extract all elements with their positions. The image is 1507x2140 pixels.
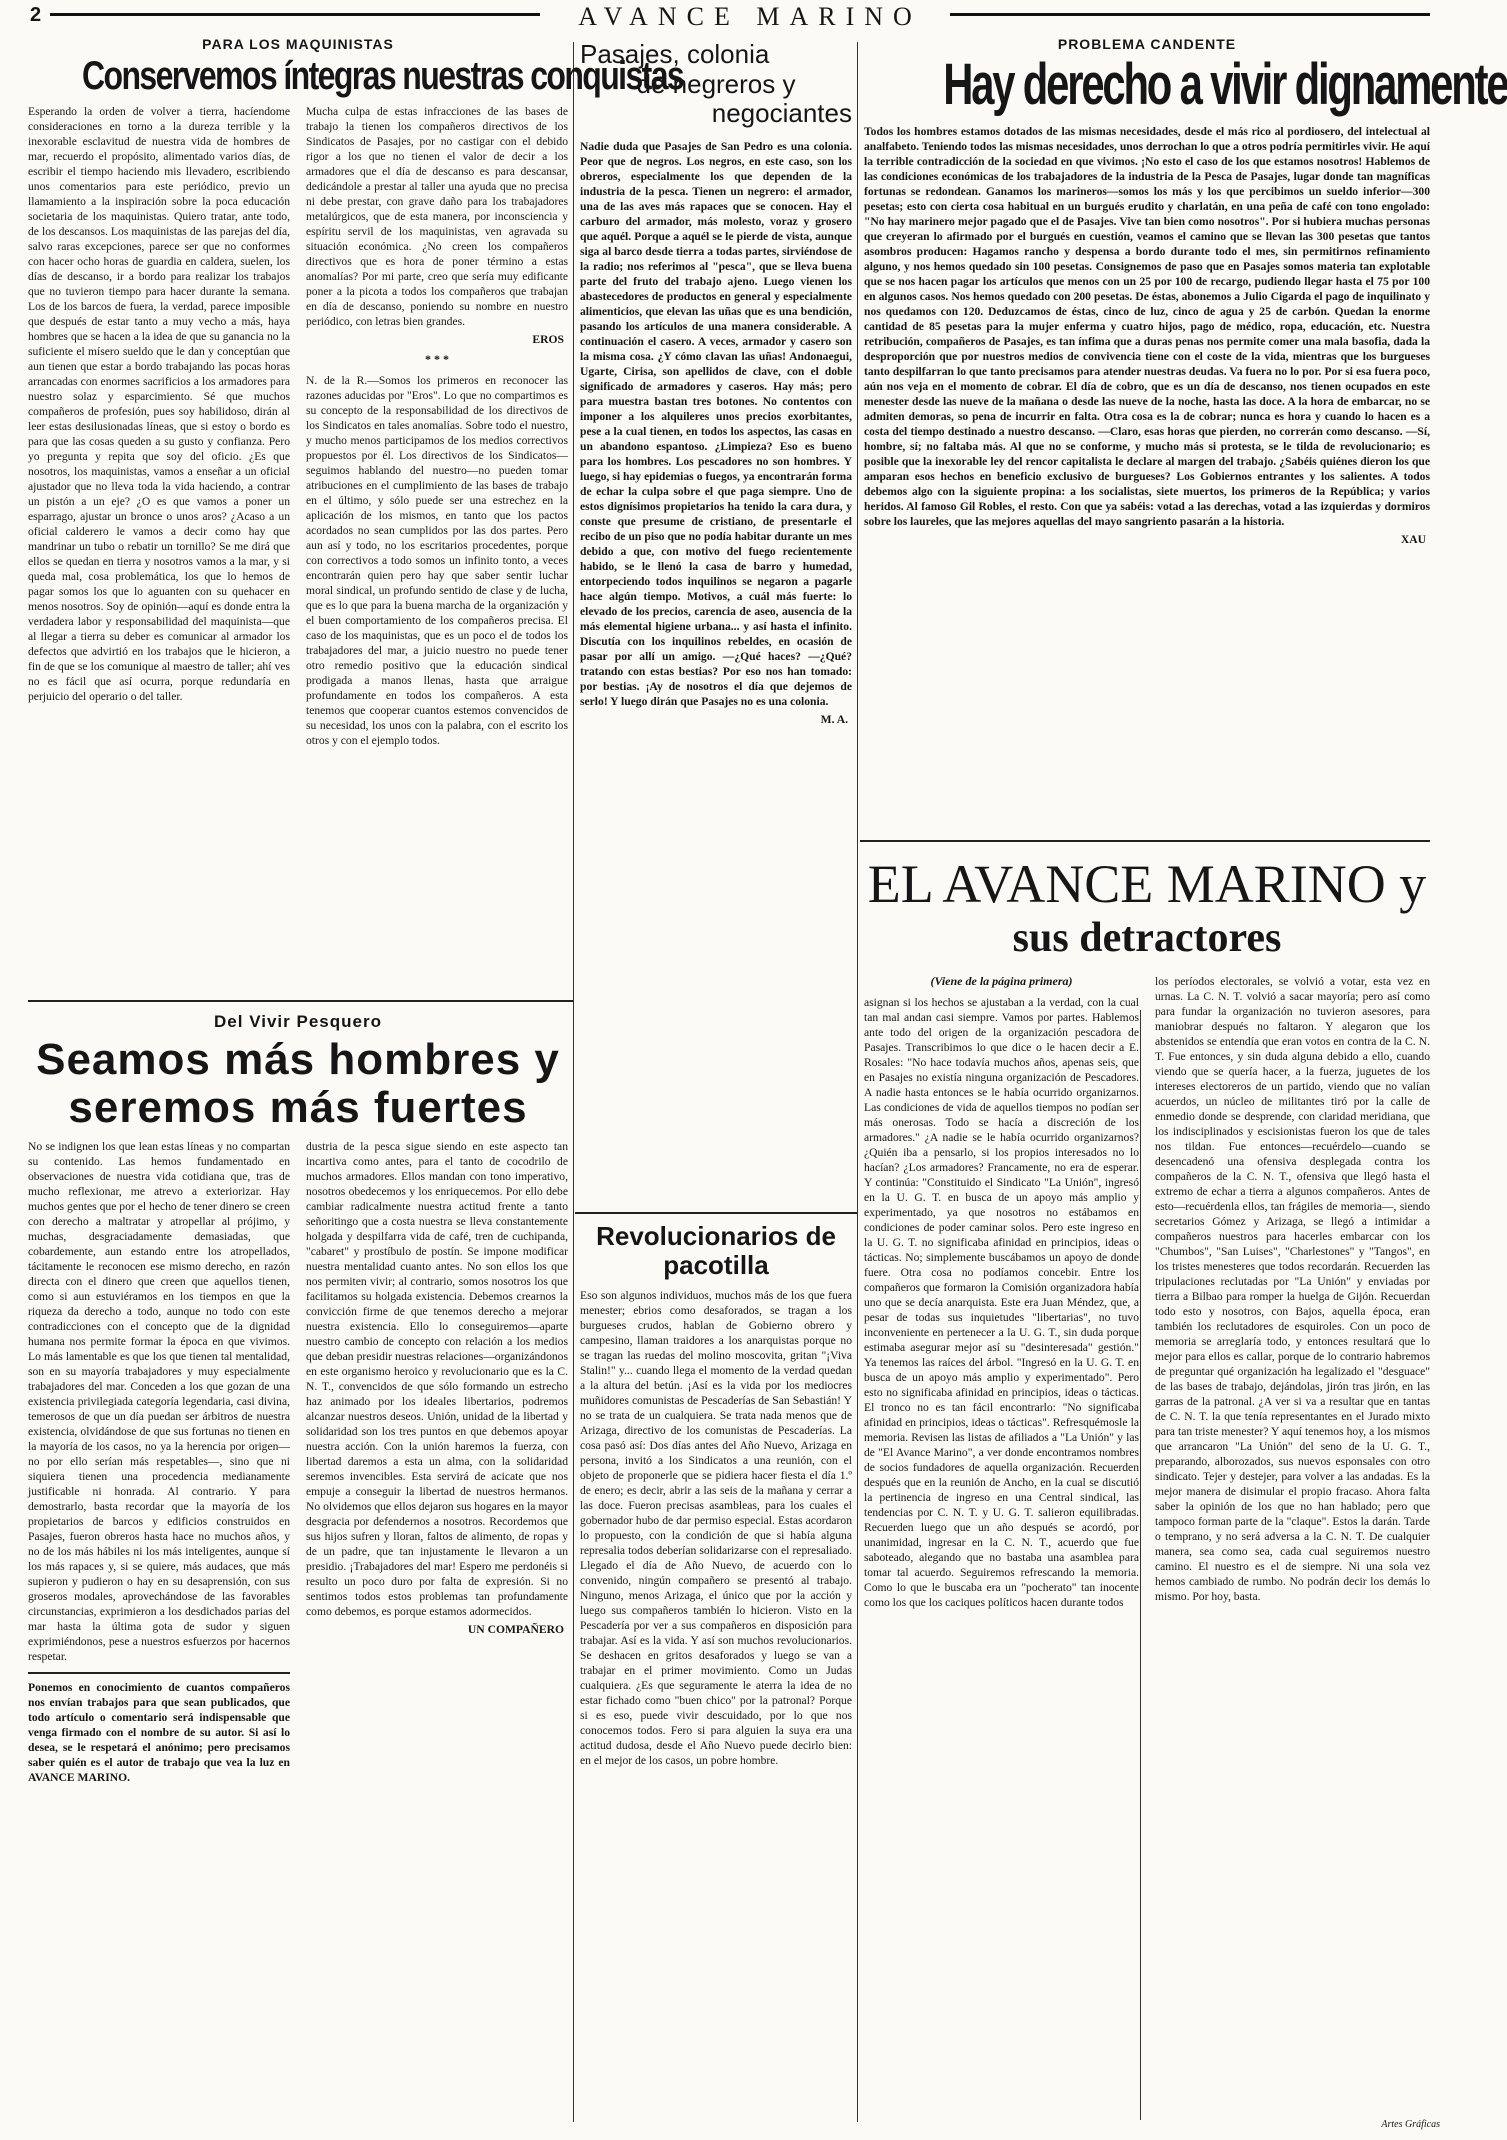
article-text: No se indignen los que lean estas líneas y no compartan su contenido. Las hemos fundamentado en observaciones de nuestra vida cotidiana que, tras de mucho reflexionar, me atrevo a exteriorizar. Hay muchos gentes que por el hecho de tener dinero se creen con derecho a maltratar y atropellar al prójimo, y muchas, desgraciadamente demasiadas, que cobardemente, aun estando entre los atropellados, tácitamente le reconocen ese mismo derecho, en razón directa con el dinero que creen que aquellos tienen, como si aun estuviéramos en los tiempos en que la riqueza da derecho a todo, aunque no todo con este contradicciones con el concepto que de la dignidad humana nos permite formar la época en que vivimos. Lo más lamentable es que los que tienen tal mentalidad, son en su mayoría trabajadores y muy especialmente trabajadores del mar. Conceden a los que gozan de una existencia privilegiada categoría legendaria, casi divina, temerosos de que un día puedan ser árbitros de nuestra existencia, olvidándose de que sus fortunas no tienen en la mayoría de los casos, no ya la herencia por origen—no por ello serían más respetables—, sino que ni siquiera tienen una procedencia medianamente justificable ni honrada. Al contrario. Y para demostrarlo, basta recordar que la mayoría de los propietarios de barcos y edificios construidos en Pasajes, fueron obreros hasta hace no muchos años, y no de los más hábiles ni los más inteligentes, aunque sí los más rapaces y, si se quiere, más audaces, que más supieron y pudieron o hay en su desaprensión, con sus groseros modales, aprovechándose de las favorables circunstancias, exprimieron a los desdichados parias del mar hasta la última gota de sudor y siguen exprimiéndonos, pese a nuestros esfuerzos por hacernos respetar. — [28, 1140, 290, 1664]
editorial-notice: Ponemos en conocimiento de cuantos compañeros nos envían trabajos para que sean publicados, que todo artículo o comentario será indispensable que venga firmado con el nombre de su autor. Si así lo desea, se le respetará el anónimo; pero precisamos saber quién es el autor de trabajo que vea la luz en AVANCE MARINO. — [28, 1672, 290, 1785]
masthead — [30, 0, 1430, 34]
article-body — [28, 104, 568, 748]
article-signature: XAU — [1400, 533, 1426, 546]
article-text: Esperando la orden de volver a tierra, hacíendome consideraciones en torno a la dureza terrible y la inexorable esclavitud de nuestra vida de hombres de mar, recuerdo el propósito, alimentado varios días, de escribir el tiempo haciendo mis llevadero, escribiendo unos comentarios para este periódico, previo un llamamiento a la inspiración sobre la poca educación societaria de los maquinistas. Quiero tratar, ante todo, de los descansos. Los maquinistas de las parejas del día, salvo raras excepciones, parece ser que no conformes con hacer ocho horas de guardia en caldera, suelen, los días de descanso, ir a bordo para realizar los trabajos que no tuvieron tiempo para hacer durante la semana. Los de los barcos de fuera, la verdad, parece imposible que después de estar tanto a muy vecho a más, haya hombres que se hacen a la idea de que su ganancia no la suficiente el mísero sueldo que le dan y conceptúan que aun tienen que estar a bordo trabajando las pocas horas arrancadas con enormes sacrificios a los armadores para nuestro solaz y esparcimiento. Sé que muchos compañeros de profesión, pues soy habilidoso, dirán al leer estas desilusionadas líneas, que si estoy o bordo es para que las cosas queden a su gusto y confianza. Pero yo pregunta y repita que soy del oficio. ¿Es que nosotros, los maquinistas, vamos a enseñar a un oficial ajustador que no lleva toda la vida haciendo, a contrar un pistón a un eje? ¿O es que vamos a poner un esparrago, ajustar un bronce o unos aros? ¿Acaso a un oficial calderero le vamos a decir como hay que mandrinar un tubo o rebatir un tornillo? Se me dirá que ellos se quedan en tierra y nosotros vamos a la mar, y si queda mal, cosa problemática, los que lo hemos de pagar somos los que lo aguanten con su quehacer en menos nosotros. Soy de opinión—aquí es donde entra la verdadera labor y responsabilidad del maquinista—que al llegar a tierra su deber es comunicar al armador los defectos que advirtió en los trabajos que le hicieron, a fin de que se los comunique al maestro de taller; ahí ves no es fácil que así ocurra, porque redundaría en perjuicio del operario o del taller. — [28, 105, 290, 703]
article-column — [1155, 974, 1430, 1610]
masthead-rule-right — [950, 13, 1430, 16]
article-vivir-pesquero — [28, 1012, 568, 2122]
article-kicker: PARA LOS MAQUINISTAS — [202, 36, 394, 52]
article-column — [306, 104, 568, 748]
article-text: Mucha culpa de estas infracciones de las bases de trabajo la tienen los compañeros directivos de los Sindicatos de Pasajes, por no castigar con el debido rigor a los que no tienen el valor de decir a los armadores que el día de descanso es para descansar, dedicándole a prestar al taller una ayuda que no precisa ni debe prestar, con grave daño para los trabajadores metalúrgicos, que de esta manera, por inconsciencia y espíritu servil de los maquinistas, ven agravada su situación económica. ¿No creen los compañeros directivos que es hora de poner término a estas anomalías? Por mi parte, creo que sería muy edificante poner a la picota a todos los compañeros que trabajan en día de descanso, poniendo su nombre en nuestro periódico, con letras bien grandes. — [306, 105, 568, 328]
article-text: dustria de la pesca sigue siendo en este aspecto tan incartiva como antes, para el tanto de cocodrilo de muchos armadores. Ellos mandan con tono imperativo, nosotros obedecemos y los enriquecemos. Por ello debe cambiar radicalmente nuestra actitud frente a tanto señoritingo que a costa nuestra se lleva constantemente holgada y despilfarra vida de café, tren de cuchipanda, "cabaret" y prostíbulo de postín. Se impone modificar nuestra mentalidad cuanto antes. No son ellos los que nos permiten vivir; al contrario, somos nosotros los que facilitamos su holgada existencia. Debemos crearnos la convicción firme de que tenemos derecho a mejorar nuestra existencia. Ello lo conseguiremos—aparte nuestro cambio de concepto con relación a los medios que deban presidir nuestras relaciones—organizándonos en este organismo heroico y revolucionario que es la C. N. T., convencidos de que sólo formando un estrecho haz animado por los ideales libertarios, podremos alcanzar nuestros deseos. Unión, unidad de la libertad y solidaridad son los tres puntos en que debemos apoyar nuestra acción. Con la unión haremos la fuerza, con libertad daremos a esta un alma, con la solidaridad seremos invencibles. Esta servirá de acicate que nos empuje a conseguir la libertad de nuestros hermanos. No olvidemos que ellos dejaron sus hogares en la mayor desgracia por defendernos a nosotros. Recordemos que sus hijos sufren y lloran, faltos de alimento, de ropas y de un padre, que tan injustamente le llevaron a un presidio. ¡Trabajadores del mar! Espero me perdonéis si resulto un poco duro por falta de expresión. Si no sentimos todos estos problemas tan profundamente como debemos, es porque estamos adormecidos. — [306, 1140, 568, 1619]
headline-line: de negreros y — [636, 68, 796, 99]
headline-line: negociantes — [711, 98, 852, 129]
article-pasajes — [580, 40, 852, 1205]
article-column — [306, 1139, 568, 1785]
article-column — [28, 104, 290, 748]
article-text: los períodos electorales, se volvió a votar, esta vez en urnas. La C. N. T. volvió a sacar mayoría; pero así como para fundar la organización no tuvieron asesores, para maniobrar después no faltaron. Y alegaron que los abstenidos se entendía que eran votos en contra de la C. N. T. Fue entonces, y sin duda alguna debido a ello, cuando viendo que se quería hacer, a la fuerza, juguetes de los intereses electoreros de un partido, viendo que no valían acuerdos, un núcleo de militantes tiró por la calle de enmedio donde se desprende, con claridad meridiana, que los indisciplinados y escisionistas fueron los que de tales nos tildan. Fue entonces—recuérdelo—cuando se desencadenó una ofensiva desplegada contra los compañeros de la C. N. T., ofensiva que llegó hasta el extremo de echar a tierra a algunos compañeros. Antes de esto—recuérdenla ellos, tan frágiles de memoria—, siendo secretarios Gómez y Arizaga, se llegó a intimidar a compañeros nuestros para hacerles embarcar con los "Chumbos", "San Luises", "Charlestones" y "Tangos", en los tristes menesteres que todos recordarán. Recuerden las tripulaciones reclutadas por "La Unión" y enviadas por tierra a Bilbao para romper la huelga de Gijón. Recuerdan todo esto y nosotros, con Bajos, aquella época, eran también los reclutadores de esquiroles. Con un poco de memoria se arreglaría todo, y entonces resultará que lo mejor para ellos es callar, porque de lo contrario habremos de preguntar qué organización ha legalizado el "desguace" de las bases de trabajo, dejándolas, jirón tras jirón, en las garras de la patronal. ¿A ver si va a resultar que en tantas de C. N. T. la que tenía representantes en el Jurado mixto para tan triste menester? Y aquí tenemos hoy, a los mismos que arrancaron "La Unión" del seno de la U. G. T., preparando, alborozados, sus nuevos esponsales con otro sindicato. Tejer y destejer, para volver a las andadas. Es la mejor manera de disimular el propio fracaso. Ahora falta saber la opinión de los que no han hablado; pero que tampoco forman parte de la "claque". Estos la darán. Tarde o temprano, y no será adversa a la C. N. T. De cualquier manera, sea como sea, cada cual seguiremos nuestro camino. El nuestro es el de siempre. Ni una sola vez hemos cambiado de rumbo. No podrán decir los demás lo mismo. Por hoy, basta. — [1155, 975, 1430, 1604]
column-rule-2 — [857, 42, 858, 2122]
article-text: asignan si los hechos se ajustaban a la verdad, con la cual tan mal andan casi siempre. Vamos por partes. Hablemos ante todo del origen de la organización pescadora de Pasajes. Transcribimos lo que dice o le hacen decir a E. Rosales: "No hace todavía muchos años, apenas seis, que en Pasajes no existía ninguna organización de Pescadores. A nadie hasta entonces se le había ocurrido organizarnos. Las condiciones de vida de aquellos tiempos no podían ser más onerosas. Todo se hacía a discreción de los armadores." ¿A nadie se le había ocurrido organizarnos? ¿Quién iba a pensarlo, si los propios interesados no lo hacían? ¿Los armadores? Francamente, no era de esperar. Y continúa: "Constituido el Sindicato "La Unión", ingresó en la U. G. T. en busca de un apoyo más amplio y experimentado, ya que nosotros no estábamos en condiciones de poder caminar solos. Pero este ingreso en la U. G. T. no significaba afinidad en principios, ideas o tácticas. No; simplemente buscábamos un apoyo de donde fuere. Otra cosa no podíamos concebir. Entre los compañeros que formaron la Comisión organizadora había uno que se decía anarquista. Este era Juan Méndez, que, a pesar de todas sus inquietudes "libertarias", no tuvo inconveniente en pertenecer a la U. G. T., sin duda porque estimaba asegurar mejor así su "desinteresada" gestión." Ya tenemos las raíces del árbol. "Ingresó en la U. G. T. en busca de un apoyo más amplio y experimentado". Pero esto no significaba afinidad en principios, ideas o tácticas. El tronco no es tan fácil encontrarlo: "No significaba afinidad en principios, ideas o tácticas". Refresquémosle la memoria. Revisen las listas de afiliados a "La Unión" y las de "El Avance Marino", a ver donde encontramos nombres de socios fundadores de aquella organización. Recuerden después que en la reunión de Ancho, en la cual se discutió la pertinencia de ingreso en una Central sindical, las tendencias por C. N. T. y U. G. T. salieron equilibradas. Recuerden luego que un año después se acordó, por unanimidad, ingresar en la C. N. T., acuerdo que fue saboteado, alegando que no bastaba una asamblea para tomar tal acuerdo. Seguiremos refrescando la memoria. Como lo que le buscaba era un "pocherato" tan inocente como los que los caciques políticos hacen durante todos — [864, 996, 1139, 1610]
editor-note: N. de la R.—Somos los primeros en reconocer las razones aducidas por "Eros". Lo que no compartimos es su concepto de la responsabilidad de los directivos de los Sindicatos en tales anomalías. Sobre todo el nuestro, y mucho menos participamos de los medios correctivos propuestos por él. Los directivos de los Sindicatos—seguimos hablando del nuestro—no pueden tomar atribuciones en el cumplimiento de las bases de trabajo en el último, y sólo puede ser una estrechez en la aplicación de los mismos, en tanto que los pactos acordados no sean cumplidos por las dos partes. Pero aun así y todo, no los escritarios procedentes, porque con correctivos a todo somos un infinito tonto, a veces encontrarán quien pero hay que saber sentir luchar moral sindical, un profundo sentido de clase y de lucha, que es lo que para la buena marcha de la organización y el buen comportamiento de los compañeros precisa. El caso de los maquinistas, que es un poco el de todos los trabajadores del mar, a juicio nuestro no puede tener otro remedio positivo que la educación sindical prodigada a manos llenas, hasta que arraigue profundamente en todos los compañeros. A esta tenemos que cooperar cuantos estemos convencidos de su necesidad, los unos con la palabra, con el escrito los otros y con el ejemplo todos. — [306, 374, 568, 747]
article-signature: M. A. — [820, 712, 848, 726]
masthead-rule-left — [50, 13, 540, 16]
section-rule-right — [860, 840, 1430, 842]
newspaper-title: AVANCE MARINO — [578, 2, 922, 31]
article-avance-detractores — [864, 855, 1430, 2120]
article-kicker: PROBLEMA CANDENTE — [1057, 36, 1237, 52]
column-rule-1 — [573, 42, 574, 2122]
printer-credit: Artes Gráficas — [1381, 2119, 1440, 2130]
article-text: Todos los hombres estamos dotados de las mismas necesidades, desde el más rico al pordiosero, del intelectual al analfabeto. Teniendo todos las mismas necesidades, unos derrochan lo que a otros podría permitirles vivir. He aquí la terrible contradicción de la sociedad en que vivimos. ¡No esto el caso de los que estamos nosotros! Hablemos de las condiciones económicas de los trabajadores de la industria de la Pesca de Pasajes, lugar donde tan magníficas fortunas se redondean. Ganamos los marineros—somos los más y los que percibimos un sueldo inferior—300 pesetas; esto con cierta cosa habitual en un burgués erudito y charlatán, en una peña de café con tono engolado: "No hay marinero mejor pagado que el de Pasajes. Vive tan bien como nosotros". Por si hubiera muchas personas que creyeran lo afirmado por el burgués en cuestión, veamos el camino que se llevan las 300 pesetas que tantos asombros producen: Hagamos rancho y despensa a bordo durante todo el mes, sin permitirnos refinamiento alguno, y nos hemos quedado sin 100 pesetas. Consignemos de paso que en Pasajes somos materia tan explotable que se nos hacen pagar los artículos que menos con un 25 por 100 de recargo, pudiendo llegar hasta el 75 por 100 en algunos casos. Nos hemos quedado con 200 pesetas. De éstas, abonemos a Julio Cigarda el pago de inquilinato y nos quedamos con 120. Deduzcamos de éstas, cinco de luz, cinco de agua y 25 de carbón. Quedan la enorme cantidad de 85 pesetas para la mujer enferma y cuatro hijos, pago de médico, ropa, educación, etc. Nuestra retribución, compañeros de Pasajes, es tan ínfima que a duras penas nos permite comer una mala basofia, dada la desproporción que por nuestros medios de convivencia tiene con el coste de la vida, mientras que los burgueses tanto despilfarran lo que tanto precisamos para atender nuestras deudas. Va fuera no lo por. Por si esa fuera poco, aún nos veja en el momento de cobrar. El día de cobro, que es un día de descanso, nos tienen ocupados en este menester desde las nueve de la mañana o desde las nueve de la noche, hasta las doce. A la hora de embarcar, no se admiten demoras, so pena de incurrir en falta. Otra cosa es la de cobrar; nunca es hora y cuando lo hacen es a costa del tiempo destinado a nuestro descanso. —Claro, esas horas que pierden, no correrán como descanso. —Sí, hombre, sí; no faltaba más. Al que no se conforme, y mucho más si protesta, se le tilda de revolucionario; es posible que la inexorable ley del rencor capitalista le declare al margen del trabajo. ¿Sabéis quiénes dieron los que amparan esos hechos en beneficio exclusivo de burgueses? Los Gobiernos entrantes y los salientes. A todos debemos algo con la siguiente propina: a los socialistas, siete muertos, los primeros de la República; y varios heridos. Al famoso Gil Robles, el resto. Con que ya sabéis: votad a las derechas, votad a las izquierdas y dormiros sobre los laureles, que las mejores aquellas del mayo sangriento pasarán a la historia. — [864, 125, 1430, 528]
article-headline: Hay derecho a vivir dignamente — [943, 52, 1507, 117]
separator-stars: * * * — [425, 352, 449, 366]
article-column — [28, 1139, 290, 1785]
article-headline: Revolucionarios de pacotilla — [596, 1221, 836, 1281]
article-text: Nadie duda que Pasajes de San Pedro es una colonia. Peor que de negros. Los negros, en este caso, son los obreros, especialmente los que dependen de la industria de la pesca. Tienen un negrero: el armador, una de las aves más rapaces que se conocen. Hay el carburo del armador, más molesto, voraz y grosero que aquél. Porque a aquél se le pierde de vista, aunque siga al barco desde tierra a todas partes, sirviéndose de la radio; nos referimos al "pesca", que se lleva buena parte del fruto del trabajo ajeno. Luego vienen los abastecedores de productos en general y especialmente alimenticios, que elevan las uñas que es una bendición, pasando los artículos de una manera considerable. A continuación el casero. A veces, armador y casero son la misma cosa. ¿Y cómo clavan las uñas! Andonaegui, Ugarte, Cirisa, son apellidos de clave, con el doble significado de armadores y caseros. Hay más; pero para muestra bastan tres botones. No contentos con imponer a los alquileres unos precios exorbitantes, pese a la cual tienen, en todos los aspectos, las casas en un abandono espantoso. ¿Limpieza? Eso es bueno para los hombres. Los pescadores no son hombres. Y luego, si hay epidemias o fuegos, ya encontrarán forma de echar la culpa sobre el que paga siempre. Uno de estos dignísimos propietarios ha tenido la cara dura, y conste que presume de cristiano, de presentarle el recibo de un piso que no podía habitar durante un mes debido a que, con motivo del fuego recientemente habido, se le llenó la casa de barro y humedad, entorpeciendo todos inquilinos se negaron a pagarle hace algún tiempo. Motivos, a cuál más fuerte: lo elevado de los precios, carencia de aseo, ausencia de la más elemental higiene urbana... y así hasta el infinito. Discutía con los inquilinos rebeldes, en ocasión de pasar por allí un amigo. —¿Qué haces? —¿Qué? tratando con estas bestias? Por eso nos han tomado: por bestias. ¡Ay de nosotros el día que dejemos de serlo! Y luego dirán que Pasajes no es una colonia. — [580, 139, 852, 708]
continuation-note: (Viene de la página primera) — [930, 974, 1073, 989]
article-headline: Seamos más hombres y seremos más fuertes — [36, 1035, 560, 1132]
article-headline: EL AVANCE MARINO y — [867, 854, 1427, 914]
article-body — [864, 974, 1430, 1610]
article-headline-second-line: sus detractores — [1012, 915, 1282, 962]
article-headline — [580, 40, 852, 129]
article-text: Eso son algunos individuos, muchos más de los que fuera menester; ebrios como desaforados, se tragan a los burgueses crudos, hablan de Gobierno obrero y campesino, llaman traidores a los anarquistas porque no se tragan las ruedas del molino moscovita, gritan "¡Viva Stalin!" y... cuando llega el momento de la verdad quedan a la altura del betún. ¡Así es la vida por los mediocres muñidores comunistas de Pescaderías de San Sebastián! Y no se trata de un cualquiera. Se trata nada menos que de Arizaga, directivo de los comunistas de Pescaderías. La cosa pasó así: Dos días antes del Año Nuevo, Arizaga en persona, invitó a los Sindicatos a una reunión, con el objeto de proponerle que se pidiera hacer fiesta el día 1.º de enero; es decir, abrir a las seis de la mañana y cerrar a las doce. Fueron precisas asambleas, para los cuales el gobernador hubo de dar permiso especial. Estas acordaron lo propuesto, con la condición de que si había alguna represalia todos deberían solidarizarse con el represaliado. Llegado el día de Año Nuevo, de acuerdo con lo convenido, ningún compañero se presentó al trabajo. Ninguno, menos Arizaga, el único que por la acción y luego sus compañeros también lo hicieron. Visto en la Pescadería por ver a sus compañeros en disposición para trabajar. Así es la vida. Y así son muchos revolucionarios. Se deshacen en gritos desaforados y luego se van a trabajar en el primer movimiento. Como un Judas cualquiera. ¿Es que seguramente le aterra la idea de no estar fichado como "buen chico" por la patronal? Porque si es eso, puede vivir descuidado, por lo que nos conocemos todos. Fero si para alguien la suya era una actitud dudosa, desde el Año Nuevo puede decirlo bien: en el mejor de los casos, un pobre hombre. — [580, 1289, 852, 1768]
article-headline: Conservemos íntegras nuestras conquistas — [82, 54, 684, 98]
article-signature: UN COMPAÑERO — [467, 1623, 564, 1637]
article-kicker: Del Vivir Pesquero — [214, 1012, 382, 1031]
article-column — [864, 974, 1139, 1610]
article-problema-candente — [864, 36, 1507, 836]
section-rule-left — [28, 1000, 573, 1002]
article-body — [28, 1139, 568, 1785]
article-revolucionarios — [580, 1222, 852, 2122]
section-rule-middle — [575, 1212, 857, 1214]
article-signature: EROS — [532, 333, 564, 346]
headline-line: Pasajes, colonia — [580, 39, 770, 69]
page-number: 2 — [30, 4, 42, 26]
